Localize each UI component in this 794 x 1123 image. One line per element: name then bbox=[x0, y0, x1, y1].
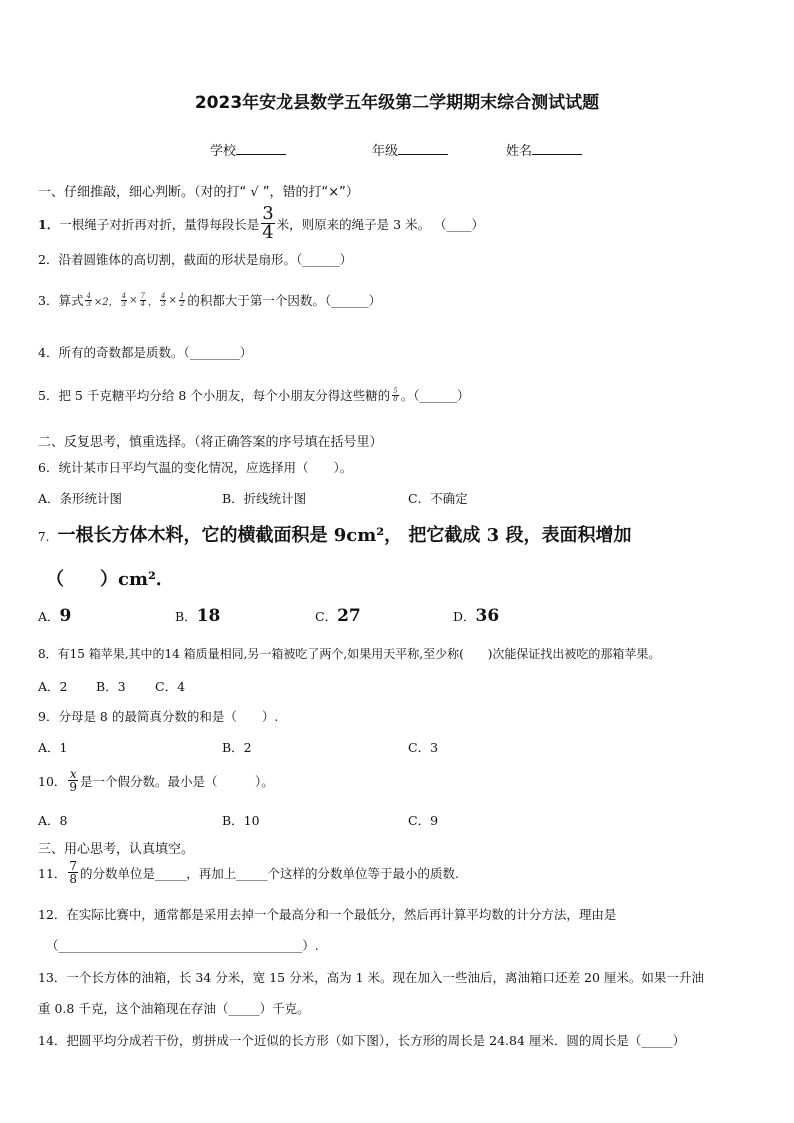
question-14: 14．把圆平均分成若干份，剪拼成一个近似的长方形（如下图），长方形的周长是 24.84 厘米．圆的周长是（_____） bbox=[38, 1033, 686, 1048]
question-12: 12．在实际比赛中，通常都是采用去掉一个最高分和一个最低分，然后再计算平均数的计分方法，理由是 bbox=[38, 907, 617, 922]
q9-option-b: B．2 bbox=[222, 740, 252, 755]
page-title: 2023年安龙县数学五年级第二学期期末综合测试试题 bbox=[194, 93, 600, 113]
fraction: $\frac{7}{4}$ bbox=[140, 291, 145, 308]
question-13: 13．一个长方体的油箱，长 34 分米，宽 15 分米，高为 1 米。现在加入一些油后，离油箱口还差 20 厘米。如果一升油 bbox=[38, 970, 704, 985]
fraction: $\frac{4}{3}$ bbox=[121, 291, 127, 308]
question-13-line2: 重 0.8 千克，这个油箱现在存油（_____）千克。 bbox=[38, 1001, 310, 1016]
q8-option-b: B．3 bbox=[96, 679, 126, 694]
question-7-line2: （ ）cm²． bbox=[46, 569, 174, 590]
name-label: 姓名 bbox=[506, 144, 533, 159]
fraction: $\frac{x}{9}$ bbox=[69, 767, 78, 794]
q8-option-a: A．2 bbox=[38, 679, 68, 694]
q10-option-a: A．8 bbox=[38, 813, 68, 828]
q7-option-c: C．27 bbox=[315, 606, 361, 626]
fraction: $\frac{1}{2}$ bbox=[179, 291, 185, 308]
question-4: 4．所有的奇数都是质数。（________） bbox=[38, 345, 253, 360]
question-6: 6．统计某市日平均气温的变化情况，应选择用（ ）。 bbox=[38, 460, 353, 475]
q6-option-b: B．折线统计图 bbox=[222, 491, 307, 506]
q9-option-a: A．1 bbox=[38, 740, 68, 755]
fraction: $\frac{5}{8}$ bbox=[393, 386, 398, 403]
q10-option-c: C．9 bbox=[408, 813, 439, 828]
question-7: 7. 一根长方体木料，它的横截面积是 9cm²， 把它截成 3 段，表面积增加 bbox=[38, 525, 632, 546]
school-field bbox=[210, 140, 286, 159]
question-5: 5．把 5 千克糖平均分给 8 个小朋友，每个小朋友分得这些糖的 $\frac{5}{8}$ 。（______） bbox=[38, 386, 470, 403]
question-3: 3．算式 $\frac{4}{3}$ ×2， $\frac{4}{3}$ × $\frac{7}{4}$ ， $\frac{4}{3}$ × $\frac{1}{2}$ 的积都大于第一个因数。（______） bbox=[38, 291, 382, 308]
q6-option-a: A．条形统计图 bbox=[38, 491, 123, 506]
fraction: $\frac{4}{3}$ bbox=[161, 291, 166, 308]
fraction: $\frac{3}{4}$ bbox=[262, 203, 274, 243]
section-2-heading: 二、反复思考，慎重选择。（将正确答案的序号填在括号里） bbox=[38, 435, 383, 450]
question-11: 11． $\frac{7}{8}$ 的分数单位是_____，再加上_____个这样的分数单位等于最小的质数. bbox=[38, 859, 460, 886]
question-10: 10． $\frac{x}{9}$ 是一个假分数。最小是（ ）。 bbox=[38, 767, 274, 794]
question-2: 2．沿着圆锥体的高切割，截面的形状是扇形。（______） bbox=[38, 252, 353, 267]
question-12-line2: （_______________________________________）. bbox=[46, 938, 319, 953]
question-8: 8．有15 箱苹果,其中的14 箱质量相同,另一箱被吃了两个,如果用天平称,至少称( )次能保证找出被吃的那箱苹果。 bbox=[38, 647, 661, 661]
q8-option-c: C．4 bbox=[155, 679, 186, 694]
section-1-heading: 一、仔细推敲，细心判断。（对的打“ √ ”，错的打“×”） bbox=[38, 185, 359, 200]
fraction: $\frac{7}{8}$ bbox=[69, 859, 78, 886]
question-1: 1． 一根绳子对折再对折，量得每段长是 $\frac{3}{4}$ 米，则原来的绳子是 3 米。 （____） bbox=[38, 203, 485, 243]
question-9: 9．分母是 8 的最简真分数的和是（ ）. bbox=[38, 709, 279, 724]
school-label: 学校 bbox=[210, 144, 237, 159]
q6-option-c: C．不确定 bbox=[408, 491, 468, 506]
q7-option-d: D．36 bbox=[453, 606, 500, 626]
q7-option-a: A．9 bbox=[38, 606, 72, 626]
fraction: $\frac{4}{3}$ bbox=[86, 291, 91, 308]
name-field bbox=[506, 140, 582, 159]
q9-option-c: C．3 bbox=[408, 740, 439, 755]
q7-option-b: B．18 bbox=[175, 606, 221, 626]
section-3-heading: 三、用心思考，认真填空。 bbox=[38, 842, 195, 857]
q10-option-b: B．10 bbox=[222, 813, 260, 828]
grade-label: 年级 bbox=[372, 144, 399, 159]
grade-field bbox=[372, 140, 448, 159]
